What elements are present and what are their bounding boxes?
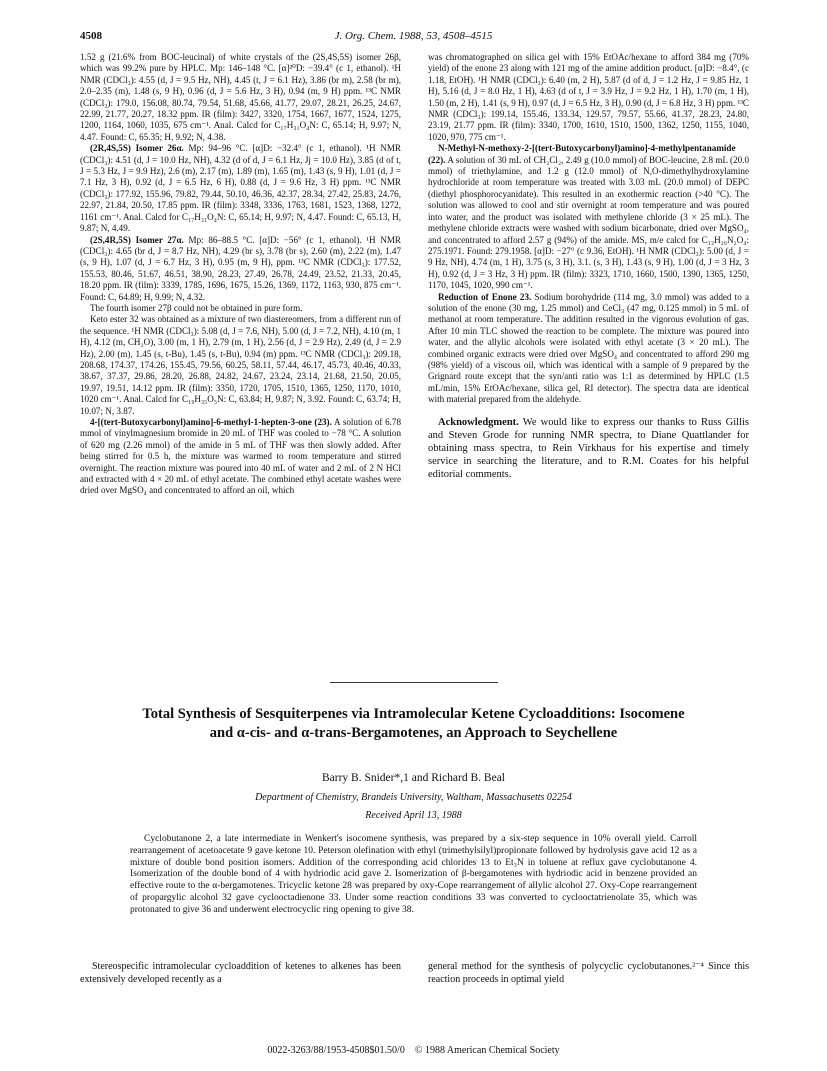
paragraph-27beta: The fourth isomer 27β could not be obtained in pure form. — [90, 302, 303, 313]
page-header — [80, 30, 747, 46]
left-column — [80, 52, 401, 497]
paragraph-27alpha: (2S,4R,5S) Isomer 27α. Mp: 86–88.5 °C. [α]D: −56° (c 1, ethanol). ¹H NMR (CDCl₃): 4.65 (br d, J = 8.7 Hz, NH), 4.29 (br s), 3.78 (br s), 2.60 (m), 2.22 (m), 1.47 (s, 9 H), 1.07 (d, J = 6.7 Hz, 3 H), 0.95 (m, 9 H), ppm. ¹³C NMR (CDCl₃): 177.52, 155.53, 80.46, 51.67, 46.51, 38.90, 28.23, 27.49, 26.78, 24.49, 23.52, 21.33, 20.45, 18.20 ppm. IR (film): 3339, 1785, 1696, 1675, 15.26, 1369, 1172, 1163, 930, 875 cm⁻¹. Found: C, 64.89; H, 9.99; N, 4.32. — [80, 234, 401, 302]
body-right-column: general method for the synthesis of polycyclic cyclobutanones.²⁻⁴ Since this reaction proceeds in optimal yield — [428, 961, 749, 985]
acknowledgment: Acknowledgment. We would like to express our thanks to Russ Gillis and Steven Grode for running NMR spectra, to Diane Quattlander for obtaining mass spectra, to Rein Virkhaus for his expertise and timely service in searching the literature, and to R.M. Coates for his helpful editorial comments. — [428, 416, 749, 480]
article-authors: Barry B. Snider*,1 and Richard B. Beal — [321, 772, 505, 784]
article-affiliation: Department of Chemistry, Brandeis University, Waltham, Massachusetts 02254 — [255, 792, 572, 803]
paragraph-chromatography: was chromatographed on silica gel with 15% EtOAc/hexane to afford 384 mg (70% yield) of the enone 23 along with 121 mg of the amine addition product. [α]D: −8.4°, (c 1.18, EtOH). ¹H NMR (CDCl₃): 6.40 (m, 2 H), 5.87 (d of d, J = 1.2 Hz, J = 9.85 Hz, 1 H), 5.16 (d, J = 8.0 Hz, 1 H), 4.63 (d of t, J = 3.9 Hz, J = 9.2 Hz, 1 H), 1.70 (m, 1 H), 1.50 (m, 2 H), 1.41 (s, 9 H), 0.97 (d, J = 6.5 Hz, 3 H), 0.90 (d, J = 6.8 Hz, 3 H) ppm. ¹³C NMR (CDCl₃): 199.14, 155.46, 133.34, 129.57, 79.57, 55.66, 41.37, 28.23, 24.80, 23.19, 21.77 ppm. IR (film): 3340, 1700, 1610, 1510, 1500, 1362, 1250, 1155, 1040, 1020, 970, 775 cm⁻¹. — [428, 52, 749, 142]
body-left-column: Stereospecific intramolecular cycloaddition of ketenes to alkenes has been extensively developed recently as a — [80, 961, 401, 985]
copyright: © 1988 American Chemical Society — [414, 1045, 560, 1056]
article-received-date: Received April 13, 1988 — [365, 810, 462, 821]
paragraph-amide-22: N-Methyl-N-methoxy-2-[(tert-Butoxycarbonyl)amino]-4-methylpentanamide (22). A solution of 30 mL of CH₂Cl₂, 2.49 g (10.0 mmol) of BOC-leucine, 2.8 mL (20.0 mmol) of triethylamine, and 1.2 g (12.0 mmol) of N,O-dimethylhydroxylamine hydrochloride at room temperature was treated with 3.03 mL (20.0 mmol) of DEPC (diethyl phosphorocyanidate). This resulted in an exothermic reaction (>40 °C). The solution was allowed to cool and stir overnight at room temperature and was poured into water, and the product was isolated with methylene chloride (3 × 25 mL). The methylene chloride extracts were washed with sodium bicarbonate, dried over MgSO₄, and concentrated to afford 2.57 g (94%) of the amide. MS, m/e calcd for C₁₃H₂₆N₂O₄: 275.1971. Found: 279.1958. [α]D: −27° (c 9.36, EtOH). ¹H NMR (CDCl₃): 5.00 (d, J = 9 Hz, NH), 4.74 (m, 1 H), 3.75 (s, 3 H), 3.1. (s, 3 H), 1.43 (s, 9 H), 1.00 (d, J = 3 Hz, 3 H), 0.92 (d, J = 3 Hz, 3 H) ppm. IR (film): 3323, 1710, 1660, 1500, 1390, 1365, 1250, 1170, 1045, 1020, 990 cm⁻¹. — [428, 143, 749, 291]
paragraph-reduction: Reduction of Enone 23. Sodium borohydride (114 mg, 3.0 mmol) was added to a solution of the enone (30 mg, 1.25 mmol) and CeCl₃ (47 mg, 0.125 mmol) in 5 mL of methanol at room temperature. The addition resulted in the vigorous evolution of gas. After 10 min TLC showed the reaction to be complete. The mixture was poured into water, and the allylic alcohols were isolated with ethyl acetate (3 × 20 mL). The combined organic extracts were dried over MgSO₄ and concentrated to afford 290 mg (98% yield) of a viscous oil, which was identical with a sample of 9 prepared by the Grignard route except that the syn/anti ratio was 1:1 as determined by HPLC (1.5 mL/min, 15% EtOAc/hexane, silica gel, RI detector). The spectra data are identical with material prepared from the aldehyde. — [428, 291, 749, 405]
journal-reference: J. Org. Chem. 1988, 53, 4508–4515 — [334, 30, 493, 42]
article-title: Total Synthesis of Sesquiterpenes via Intramolecular Ketene Cycloadditions: Isocomene and α-cis- and α-trans-Bergamotenes, an Approach to Seychellene — [142, 706, 685, 741]
paragraph-keto-ester: Keto ester 32 was obtained as a mixture of two diastereomers, from a different run of the sequence. ¹H NMR (CDCl₃): 5.08 (d, J = 7.6, NH), 5.00 (d, J = 7.2, NH), 4.10 (m, 1 H), 4.12 (m, CH₂O), 3.00 (m, 1 H), 2.79 (m, 1 H), 2.56 (d, J = 2.9 Hz), 2.49 (d, J = 2.9 Hz), 2.00 (m), 1.45 (s, t-Bu), 1.45 (s, t-Bu), 0.94 (m) ppm. ¹³C NMR (CDCl₃): 209.18, 208.68, 174.37, 174.26, 155.45, 79.56, 60.25, 58.11, 57.44, 46.17, 45.73, 40.46, 40.33, 38.67, 37.37, 29.86, 28.20, 26.88, 24.82, 24.67, 23.24, 23.14, 21.68, 21.50, 20.05, 19.97, 19.51, 14.12 ppm. IR (film): 3350, 1720, 1705, 1510, 1365, 1250, 1170, 1010, 1020 cm⁻¹. Anal. Calcd for C₁₉H₃₅O₅N: C, 63.84; H, 9.87; N, 3.92. Found: C, 63.74; H, 10.07; N, 3.87. — [80, 314, 401, 416]
paragraph-26beta: 1.52 g (21.6% from BOC-leucinal) of white crystals of the (2S,4S,5S) isomer 26β, which was 99.2% pure by HPLC. Mp: 146–148 °C. [α]²⁰D: −39.4° (c 1, ethanol). ¹H NMR (CDCl₃): 4.55 (d, J = 9.5 Hz, NH), 4.45 (t, J = 6.1 Hz), 3.86 (br m), 2.58 (br m), 2.0–2.35 (m), 1.48 (s, 9 H), 0.96 (d, J = 5.6 Hz, 3 H), 0.94 (m, 9 H) ppm. ¹³C NMR (CDCl₃): 179.0, 156.08, 80.74, 79.54, 51.68, 45.66, 41.77, 29.07, 28.21, 26.25, 24.67, 22.99, 21.77, 20.27, 18.32 ppm. IR (film): 3427, 3320, 1754, 1667, 1677, 1524, 1275, 1200, 1164, 1060, 1035, 675 cm⁻¹. Anal. Calcd for C₁₇H₃₁O₄N: C, 65.14; H, 9.97; N, 4.47. Found: C, 65.35; H, 9.92; N, 4.38. — [80, 52, 401, 142]
section-divider — [330, 682, 498, 683]
page-footer — [100, 1045, 727, 1056]
page-number: 4508 — [80, 30, 102, 42]
paragraph-26alpha: (2R,4S,5S) Isomer 26α. Mp: 94–96 °C. [α]D: −32.4° (c 1, ethanol). ¹H NMR (CDCl₃): 4.51 (d, J = 10.0 Hz, NH), 4.32 (d of d, J = 6.1 Hz, Jj = 10.0 Hz), 3.85 (d of t, J = 5.3 Hz, J = 9.9 Hz), 2.6 (m), 2.17 (m), 1.89 (m), 1.65 (m), 1.43 (s, 9 H), 1.01 (d, J = 7.1 Hz, 3 H), 0.92 (d, J = 6.5 Hz, 6 H), 0.88 (d, J = 9.6 Hz, 3 H) ppm. ¹³C NMR (CDCl₃): 177.92, 155.96, 79.82, 79.44, 50.10, 46.36, 42.37, 28.34, 27.42, 25.83, 24.76, 22.97, 21.84, 20.50, 17.85 ppm. IR (film): 3348, 3336, 1763, 1681, 1523, 1368, 1272, 1161 cm⁻¹. Anal. Calcd for C₁₇H₃₁O₄N: C, 65.14; H, 9.97; N, 4.47. Found: C, 65.13, H, 9.87; N, 4.49. — [80, 143, 401, 234]
article-code: 0022-3263/88/1953-4508$01.50/0 — [267, 1045, 405, 1056]
article-abstract: Cyclobutanone 2, a late intermediate in Wenkert's isocomene synthesis, was prepared by a six-step sequence in 10% overall yield. Carroll rearrangement of acetoacetate 9 gave ketone 10. Peterson olefination with ethyl (trimethylsilyl)propionate followed by hydrolysis gave acid 12 as a mixture of double bond position isomers. Addition of the corresponding acid chlorides 13 to Et₃N in toluene at reflux gave cyclobutanone 4. Isomerization of the double bond of 4 with hydriodic acid gave 2. Isomerization of β-bergamotenes with hydriodic acid in benzene provided an effective route to the α-bergamotenes. Tricyclic ketone 28 was prepared by oxy-Cope rearrangement of allylic alcohol 27. Oxy-Cope rearrangement of propargylic alcohol 32 gave cyclooctadienone 33. Under some reaction conditions 33 was converted to cyclooctatrienolate 35, which was protonated to give 36 and underwent electrocyclic ring opening to give 38. — [130, 834, 697, 915]
paragraph-enone-23: 4-[(tert-Butoxycarbonyl)amino]-6-methyl-1-hepten-3-one (23). A solution of 6.78 mmol of vinylmagnesium bromide in 20 mL of THF was cooled to −78 °C. A solution of 620 mg (2.26 mmol) of the amide in 5 mL of THF was then slowly added. After being stirred for 0.5 h, the mixture was warmed to room temperature and stirred overnight. The reaction mixture was poured into 40 mL of water and 2 mL of 2 N HCl and extracted with 4 × 20 mL of ethyl acetate. The combined ethyl acetate washes were dried over MgSO₄ and concentrated to afford an oil, which — [80, 417, 401, 496]
right-column — [428, 52, 749, 481]
